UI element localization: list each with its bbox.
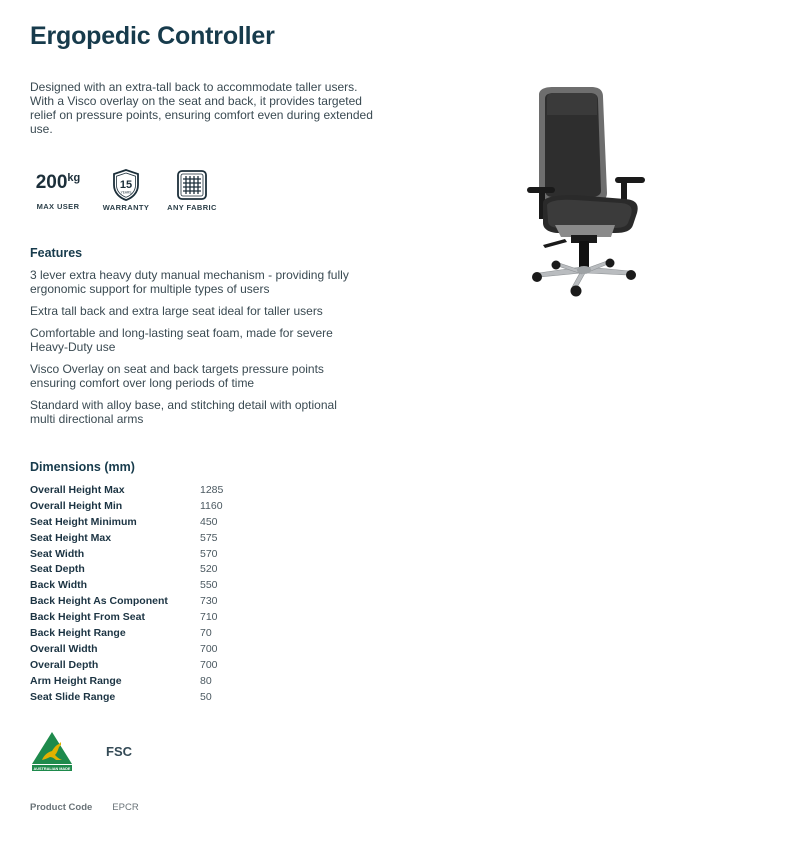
dimension-label: Seat Depth <box>30 563 85 576</box>
max-user-unit: kg <box>67 172 81 184</box>
dimensions-heading: Dimensions (mm) <box>30 460 135 474</box>
product-description: Designed with an extra-tall back to accommodate taller users. With a Visco overlay on the seat and back, it provides targeted relief on pressure points, ensuring comfort even during extended use. <box>30 80 373 136</box>
table-row <box>30 625 223 641</box>
page-title: Ergopedic Controller <box>30 22 275 50</box>
dimension-label: Back Width <box>30 579 88 592</box>
australian-made-kangaroo-icon <box>30 731 74 773</box>
office-chair-image <box>515 85 655 300</box>
dimension-value: 1285 <box>200 483 224 496</box>
dimension-value: 1160 <box>200 499 223 512</box>
features-list <box>30 268 365 434</box>
max-user-spec <box>30 168 86 211</box>
warranty-years-number: 15 <box>119 179 133 191</box>
dimension-value: 730 <box>200 595 218 608</box>
table-row <box>30 498 223 514</box>
dimension-label: Overall Height Min <box>30 499 123 512</box>
dimension-label: Arm Height Range <box>30 674 122 687</box>
dimension-label: Back Height Range <box>30 626 126 639</box>
table-row <box>30 514 223 530</box>
table-row <box>30 609 223 625</box>
dimension-value: 570 <box>200 547 218 560</box>
dimension-value: 50 <box>200 690 212 703</box>
dimension-value: 550 <box>200 579 218 592</box>
feature-item: Visco Overlay on seat and back targets pressure points ensuring comfort over long periods of time <box>30 362 324 390</box>
max-user-number: 200 <box>35 172 68 193</box>
dimension-label: Overall Width <box>30 642 98 655</box>
fabric-grid-icon <box>175 168 209 202</box>
warranty-years-sub: YEARS <box>120 190 132 195</box>
table-row <box>30 546 223 562</box>
dimension-value: 450 <box>200 515 218 528</box>
dimension-label: Overall Depth <box>30 658 99 671</box>
table-row <box>30 593 223 609</box>
dimension-value: 700 <box>200 658 218 671</box>
feature-item: Standard with alloy base, and stitching detail with optional multi directional arms <box>30 398 337 426</box>
feature-item: Extra tall back and extra large seat ideal for taller users <box>30 304 323 318</box>
table-row <box>30 689 223 705</box>
dimensions-table <box>30 482 223 704</box>
dimension-value: 520 <box>200 563 218 576</box>
features-heading: Features <box>30 246 83 260</box>
feature-item: Comfortable and long-lasting seat foam, made for severe Heavy-Duty use <box>30 326 333 354</box>
dimension-value: 700 <box>200 642 218 655</box>
product-code-value: EPCR <box>112 802 139 813</box>
max-user-label: MAX USER <box>36 202 80 211</box>
table-row <box>30 657 223 673</box>
table-row <box>30 561 223 577</box>
shield-icon <box>111 168 141 202</box>
fsc-certification: FSC <box>106 744 132 759</box>
fabric-spec <box>164 168 220 212</box>
warranty-spec <box>98 168 154 212</box>
table-row <box>30 482 223 498</box>
dimension-value: 710 <box>200 611 218 624</box>
dimension-label: Seat Height Minimum <box>30 515 137 528</box>
table-row <box>30 577 223 593</box>
australian-made-text: AUSTRALIAN MADE <box>33 766 71 771</box>
table-row <box>30 530 223 546</box>
dimension-value: 575 <box>200 531 218 544</box>
fabric-label: ANY FABRIC <box>167 203 217 212</box>
dimension-value: 80 <box>200 674 212 687</box>
feature-item: 3 lever extra heavy duty manual mechanism - providing fully ergonomic support for multiple types of users <box>30 268 349 296</box>
dimension-value: 70 <box>200 626 212 639</box>
table-row <box>30 641 223 657</box>
product-code <box>30 802 139 813</box>
dimension-label: Back Height As Component <box>30 595 168 608</box>
dimension-label: Seat Slide Range <box>30 690 116 703</box>
spec-icons <box>30 168 230 218</box>
dimension-label: Seat Width <box>30 547 85 560</box>
warranty-label: WARRANTY <box>102 203 150 212</box>
max-user-value <box>30 168 86 198</box>
dimension-label: Seat Height Max <box>30 531 112 544</box>
table-row <box>30 673 223 689</box>
dimension-label: Back Height From Seat <box>30 611 145 624</box>
product-code-label: Product Code <box>30 802 93 813</box>
dimension-label: Overall Height Max <box>30 483 125 496</box>
